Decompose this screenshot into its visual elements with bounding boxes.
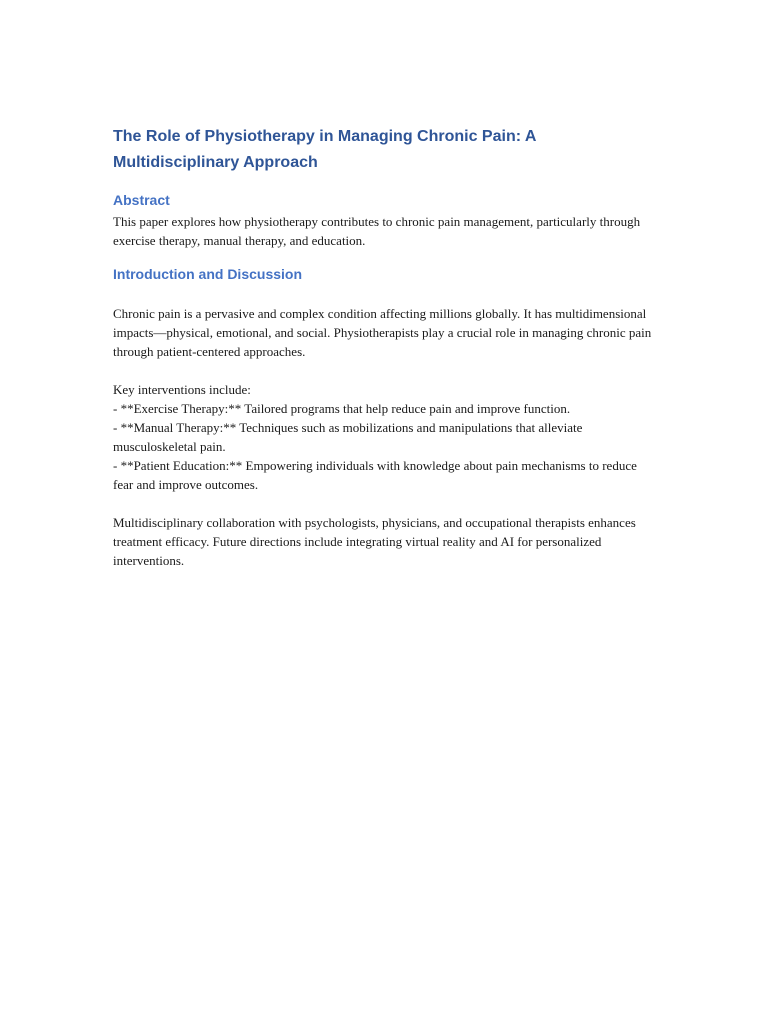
abstract-text: This paper explores how physiotherapy contributes to chronic pain management, particularly through exercise therapy, manual therapy, and education. <box>113 214 641 248</box>
interventions-list <box>113 380 658 494</box>
introduction-heading: Introduction and Discussion <box>113 266 303 282</box>
list-item: - **Manual Therapy:** Techniques such as mobilizations and manipulations that alleviate musculoskeletal pain. <box>113 420 583 454</box>
interventions-intro: Key interventions include: <box>113 382 251 397</box>
list-item: - **Exercise Therapy:** Tailored programs that help reduce pain and improve function. <box>113 401 571 416</box>
introduction-paragraph: Chronic pain is a pervasive and complex condition affecting millions globally. It has multidimensional impacts—physical, emotional, and social. Physiotherapists play a crucial role in managing chronic pain through patient-centered approaches. <box>113 306 652 359</box>
document-title: The Role of Physiotherapy in Managing Chronic Pain: A Multidisciplinary Approach <box>113 128 536 171</box>
abstract-heading: Abstract <box>113 192 170 208</box>
document-page <box>113 124 658 570</box>
closing-paragraph: Multidisciplinary collaboration with psychologists, physicians, and occupational therapists enhances treatment efficacy. Future directions include integrating virtual reality and AI for personalized interventions. <box>113 515 636 568</box>
list-item: - **Patient Education:** Empowering individuals with knowledge about pain mechanisms to reduce fear and improve outcomes. <box>113 458 637 492</box>
